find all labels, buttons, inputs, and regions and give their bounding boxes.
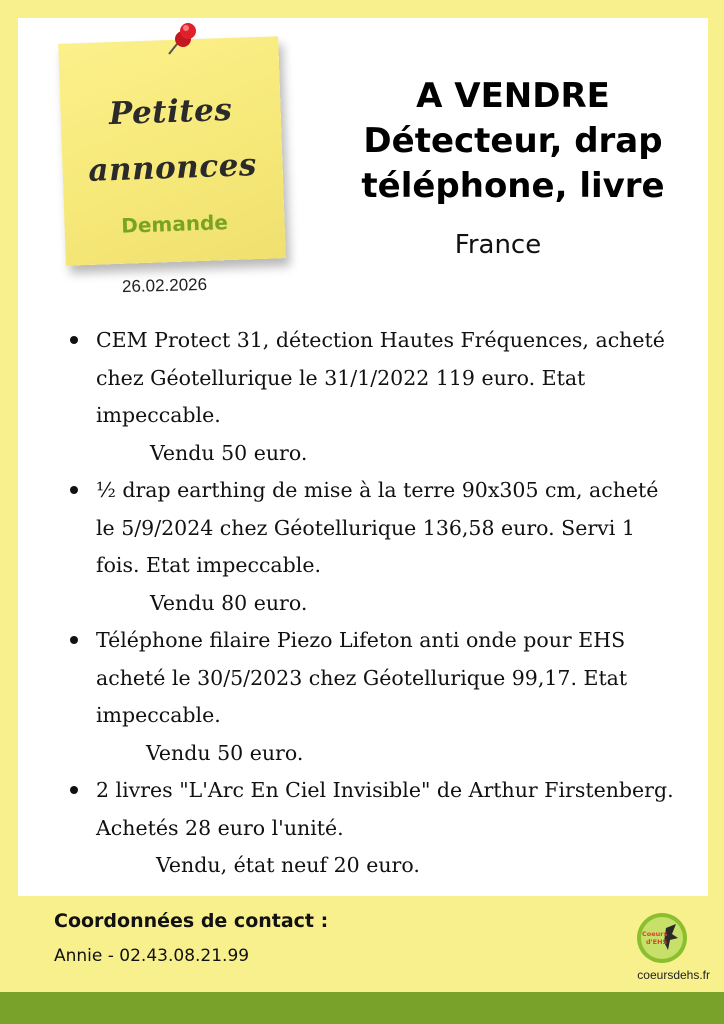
pushpin-icon [163,18,203,58]
items-list [66,322,676,885]
bullet-icon [70,636,78,644]
heading-line3: téléphone, livre [361,166,665,206]
item-price: Vendu, état neuf 20 euro. [156,853,420,877]
note-subtitle: Demande [120,210,229,238]
bullet-icon [70,486,78,494]
bullet-icon [70,336,78,344]
heading-line1: A VENDRE [416,76,610,116]
contact-phone: Annie - 02.43.08.21.99 [54,946,250,966]
list-item [66,472,676,622]
sticky-note [58,36,286,266]
item-price: Vendu 50 euro. [150,440,308,465]
post-date: 26.02.2026 [121,274,208,297]
heading-line2: Détecteur, drap [363,121,663,161]
item-description: CEM Protect 31, détection Hautes Fréquences, acheté chez Géotellurique le 31/1/2022 119 euro. Etat impeccable. [96,328,665,427]
logo-text-line1: Coeurs [642,930,668,938]
contact-title: Coordonnées de contact : [54,910,329,932]
item-price: Vendu 80 euro. [150,590,308,615]
item-price: Vendu 50 euro. [146,740,304,765]
list-item [66,322,676,472]
website-url[interactable]: coeursdehs.fr [637,968,710,982]
list-item [66,622,676,772]
note-title-line2: annonces [87,147,258,189]
page-heading [318,74,708,209]
bottom-bar [0,992,724,1024]
bullet-icon [70,786,78,794]
list-item [66,772,676,885]
logo-text-line2: d'EHS [646,938,668,946]
note-title-line1: Petites [108,91,233,133]
item-description: Téléphone filaire Piezo Lifeton anti onde pour EHS acheté le 30/5/2023 chez Géotellurique 99,17. Etat impeccable. [96,628,628,727]
coeurs-dehs-logo [636,912,688,964]
item-description: 2 livres "L'Arc En Ciel Invisible" de Arthur Firstenberg. Achetés 28 euro l'unité. [96,778,674,840]
location-label: France [454,230,542,260]
item-description: ½ drap earthing de mise à la terre 90x305 cm, acheté le 5/9/2024 chez Géotellurique 136,58 euro. Servi 1 fois. Etat impeccable. [96,478,659,577]
